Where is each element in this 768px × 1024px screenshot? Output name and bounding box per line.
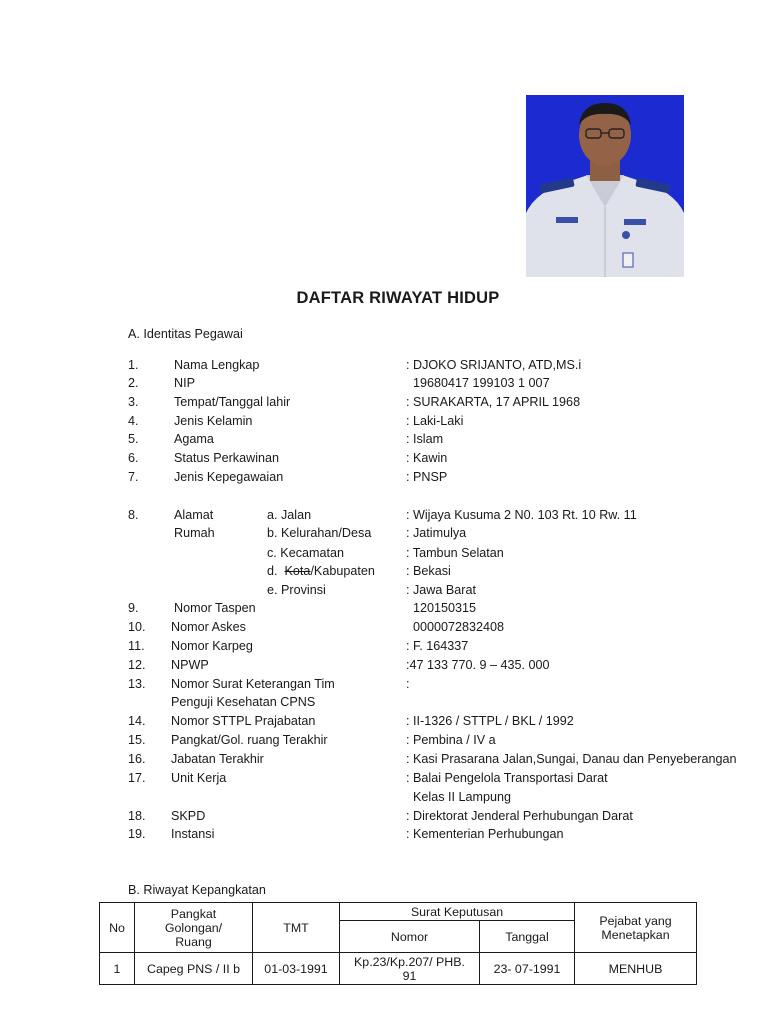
row-number: 17.	[128, 771, 146, 785]
table-row	[100, 953, 697, 985]
row-label: Status Perkawinan	[174, 451, 280, 465]
header-no: No	[100, 903, 135, 953]
row-label-cont: Penguji Kesehatan CPNS	[171, 695, 316, 709]
cell-nomor	[340, 953, 480, 985]
address-sub-prefix: d.	[267, 564, 285, 578]
row-number: 12.	[128, 658, 146, 672]
row-value: 0000072832408	[413, 620, 505, 634]
address-value: : Bekasi	[406, 564, 451, 578]
row-number: 16.	[128, 752, 146, 766]
page-title: DAFTAR RIWAYAT HIDUP	[296, 289, 500, 307]
row-value-cont: Kelas II Lampung	[413, 790, 512, 804]
address-sub-suffix: /Kabupaten	[310, 564, 375, 578]
row-number: 14.	[128, 714, 146, 728]
address-sub-label: b. Kelurahan/Desa	[267, 526, 372, 540]
header-pangkat-line: Golongan/	[164, 920, 223, 935]
row-value: 120150315	[413, 601, 477, 615]
address-label-cont: Rumah	[174, 526, 215, 540]
rank-history-table	[99, 902, 697, 985]
row-value: 19680417 199103 1 007	[413, 376, 550, 390]
row-value: : DJOKO SRIJANTO, ATD,MS.i	[406, 358, 582, 372]
header-pangkat-line: Ruang	[175, 934, 212, 949]
address-value: : Tambun Selatan	[406, 546, 504, 560]
row-label: Nama Lengkap	[174, 358, 260, 372]
row-label: Nomor Askes	[171, 620, 246, 634]
row-number: 7.	[128, 470, 139, 484]
row-number: 1.	[128, 358, 139, 372]
header-nomor: Nomor	[340, 921, 480, 953]
address-value: : Jatimulya	[406, 526, 467, 540]
row-value: : Kementerian Perhubungan	[406, 827, 564, 841]
header-pejabat-line: Pejabat yang	[599, 913, 672, 928]
row-label: NPWP	[171, 658, 209, 672]
row-number: 5.	[128, 432, 139, 446]
row-value: : PNSP	[406, 470, 448, 484]
row-number: 9.	[128, 601, 139, 615]
row-number: 8.	[128, 508, 139, 522]
row-number: 10.	[128, 620, 146, 634]
row-value: :47 133 770. 9 – 435. 000	[406, 658, 550, 672]
row-label: Jenis Kelamin	[174, 414, 253, 428]
address-value: : Wijaya Kusuma 2 N0. 103 Rt. 10 Rw. 11	[406, 508, 637, 522]
row-value: : Kasi Prasarana Jalan,Sungai, Danau dan Penyeberangan	[406, 752, 737, 766]
cell-pangkat: Capeg PNS / II b	[135, 953, 253, 985]
address-value: : Jawa Barat	[406, 583, 476, 597]
row-label: Jenis Kepegawaian	[174, 470, 284, 484]
cell-tmt: 01-03-1991	[253, 953, 340, 985]
address-label: Alamat	[174, 508, 214, 522]
row-value: : Laki-Laki	[406, 414, 464, 428]
cell-no: 1	[100, 953, 135, 985]
cell-tanggal: 23- 07-1991	[480, 953, 575, 985]
row-number: 18.	[128, 809, 146, 823]
address-sub-label: c. Kecamatan	[267, 546, 345, 560]
header-pejabat-line: Menetapkan	[601, 927, 670, 942]
address-sub-label	[267, 564, 375, 578]
header-tmt: TMT	[253, 903, 340, 953]
row-value: : II-1326 / STTPL / BKL / 1992	[406, 714, 574, 728]
section-a-heading: A. Identitas Pegawai	[128, 327, 243, 341]
cell-nomor-line: Kp.23/Kp.207/ PHB.	[354, 954, 465, 969]
header-tanggal: Tanggal	[480, 921, 575, 953]
row-value: : Pembina / IV a	[406, 733, 496, 747]
row-label: Agama	[174, 432, 214, 446]
header-pangkat	[135, 903, 253, 953]
row-value: : SURAKARTA, 17 APRIL 1968	[406, 395, 581, 409]
row-number: 11.	[128, 639, 145, 653]
row-value: : Balai Pengelola Transportasi Darat	[406, 771, 608, 785]
row-number: 19.	[128, 827, 146, 841]
header-surat-keputusan: Surat Keputusan	[340, 903, 575, 921]
row-value: : Islam	[406, 432, 444, 446]
row-value: :	[406, 677, 410, 691]
header-pangkat-line: Pangkat	[170, 906, 217, 921]
row-label: Tempat/Tanggal lahir	[174, 395, 291, 409]
row-label: Jabatan Terakhir	[171, 752, 264, 766]
row-label: Nomor Surat Keterangan Tim	[171, 677, 335, 691]
row-label: Unit Kerja	[171, 771, 227, 785]
row-label: NIP	[174, 376, 195, 390]
address-sub-strike: Kota	[284, 564, 311, 578]
row-label: SKPD	[171, 809, 206, 823]
address-sub-label: a. Jalan	[267, 508, 312, 522]
row-value: : F. 164337	[406, 639, 469, 653]
row-number: 4.	[128, 414, 139, 428]
cell-nomor-line: 91	[402, 968, 417, 983]
row-value: : Kawin	[406, 451, 448, 465]
row-label: Nomor Karpeg	[171, 639, 253, 653]
header-pejabat	[575, 903, 697, 953]
row-number: 2.	[128, 376, 139, 390]
address-sub-label: e. Provinsi	[267, 583, 326, 597]
section-b-heading: B. Riwayat Kepangkatan	[128, 883, 266, 897]
row-number: 3.	[128, 395, 139, 409]
row-label: Nomor STTPL Prajabatan	[171, 714, 316, 728]
cell-pejabat: MENHUB	[575, 953, 697, 985]
row-label: Pangkat/Gol. ruang Terakhir	[171, 733, 328, 747]
row-number: 6.	[128, 451, 139, 465]
row-label: Instansi	[171, 827, 215, 841]
profile-photo	[526, 95, 684, 277]
row-number: 13.	[128, 677, 146, 691]
row-number: 15.	[128, 733, 146, 747]
row-value: : Direktorat Jenderal Perhubungan Darat	[406, 809, 633, 823]
row-label: Nomor Taspen	[174, 601, 256, 615]
